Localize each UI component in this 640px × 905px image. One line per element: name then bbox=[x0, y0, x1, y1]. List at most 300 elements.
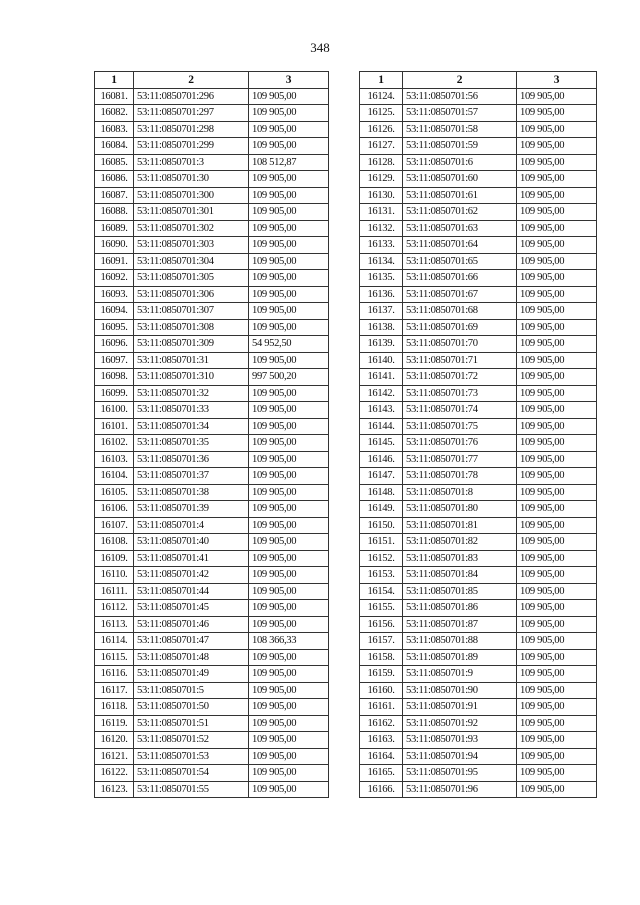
cadastral-number: 53:11:0850701:42 bbox=[134, 567, 249, 584]
table-row bbox=[95, 319, 329, 336]
cadastral-value: 109 905,00 bbox=[517, 732, 597, 749]
cadastral-value: 54 952,50 bbox=[249, 336, 329, 353]
cadastral-number: 53:11:0850701:52 bbox=[134, 732, 249, 749]
cadastral-value: 109 905,00 bbox=[249, 567, 329, 584]
cadastral-number: 53:11:0850701:56 bbox=[403, 88, 517, 105]
cadastral-number: 53:11:0850701:96 bbox=[403, 781, 517, 798]
cadastral-number: 53:11:0850701:36 bbox=[134, 451, 249, 468]
row-number: 16124. bbox=[360, 88, 403, 105]
cadastral-value: 109 905,00 bbox=[517, 666, 597, 683]
cadastral-value: 109 905,00 bbox=[517, 550, 597, 567]
row-number: 16151. bbox=[360, 534, 403, 551]
cadastral-value: 109 905,00 bbox=[249, 781, 329, 798]
row-number: 16165. bbox=[360, 765, 403, 782]
table-row bbox=[360, 253, 597, 270]
table-row bbox=[360, 666, 597, 683]
table-row bbox=[360, 765, 597, 782]
table-row bbox=[95, 220, 329, 237]
row-number: 16108. bbox=[95, 534, 134, 551]
cadastral-number: 53:11:0850701:297 bbox=[134, 105, 249, 122]
cadastral-number: 53:11:0850701:83 bbox=[403, 550, 517, 567]
row-number: 16103. bbox=[95, 451, 134, 468]
cadastral-number: 53:11:0850701:75 bbox=[403, 418, 517, 435]
cadastral-number: 53:11:0850701:89 bbox=[403, 649, 517, 666]
row-number: 16144. bbox=[360, 418, 403, 435]
table-row bbox=[95, 270, 329, 287]
cadastral-value: 109 905,00 bbox=[249, 385, 329, 402]
cadastral-value: 109 905,00 bbox=[517, 336, 597, 353]
cadastral-number: 53:11:0850701:309 bbox=[134, 336, 249, 353]
cadastral-number: 53:11:0850701:71 bbox=[403, 352, 517, 369]
row-number: 16114. bbox=[95, 633, 134, 650]
cadastral-value: 109 905,00 bbox=[249, 666, 329, 683]
cadastral-value: 109 905,00 bbox=[517, 253, 597, 270]
table-row bbox=[95, 600, 329, 617]
column-header-cadastral: 2 bbox=[403, 72, 517, 89]
row-number: 16090. bbox=[95, 237, 134, 254]
column-header-cadastral: 2 bbox=[134, 72, 249, 89]
table-row bbox=[95, 781, 329, 798]
table-row bbox=[95, 484, 329, 501]
row-number: 16100. bbox=[95, 402, 134, 419]
cadastral-value: 109 905,00 bbox=[517, 468, 597, 485]
cadastral-number: 53:11:0850701:302 bbox=[134, 220, 249, 237]
cadastral-value: 109 905,00 bbox=[249, 352, 329, 369]
cadastral-number: 53:11:0850701:78 bbox=[403, 468, 517, 485]
cadastral-number: 53:11:0850701:74 bbox=[403, 402, 517, 419]
table-row bbox=[95, 567, 329, 584]
cadastral-number: 53:11:0850701:64 bbox=[403, 237, 517, 254]
cadastral-value: 109 905,00 bbox=[249, 435, 329, 452]
row-number: 16125. bbox=[360, 105, 403, 122]
table-row bbox=[360, 286, 597, 303]
table-row bbox=[360, 781, 597, 798]
row-number: 16146. bbox=[360, 451, 403, 468]
table-row bbox=[95, 105, 329, 122]
table-row bbox=[95, 385, 329, 402]
cadastral-number: 53:11:0850701:95 bbox=[403, 765, 517, 782]
table-row bbox=[95, 237, 329, 254]
cadastral-value: 109 905,00 bbox=[249, 682, 329, 699]
cadastral-value: 109 905,00 bbox=[249, 517, 329, 534]
column-header-value: 3 bbox=[517, 72, 597, 89]
cadastral-value: 109 905,00 bbox=[249, 616, 329, 633]
cadastral-value: 109 905,00 bbox=[517, 501, 597, 518]
table-row bbox=[95, 666, 329, 683]
table-row bbox=[360, 583, 597, 600]
table-row bbox=[360, 550, 597, 567]
table-row bbox=[360, 154, 597, 171]
cadastral-value: 109 905,00 bbox=[249, 748, 329, 765]
left-register-table bbox=[94, 71, 329, 798]
cadastral-number: 53:11:0850701:305 bbox=[134, 270, 249, 287]
cadastral-value: 109 905,00 bbox=[517, 319, 597, 336]
row-number: 16153. bbox=[360, 567, 403, 584]
cadastral-value: 109 905,00 bbox=[517, 765, 597, 782]
row-number: 16122. bbox=[95, 765, 134, 782]
column-header-value: 3 bbox=[249, 72, 329, 89]
cadastral-number: 53:11:0850701:34 bbox=[134, 418, 249, 435]
table-row bbox=[360, 600, 597, 617]
cadastral-number: 53:11:0850701:94 bbox=[403, 748, 517, 765]
cadastral-number: 53:11:0850701:70 bbox=[403, 336, 517, 353]
table-row bbox=[360, 187, 597, 204]
cadastral-value: 109 905,00 bbox=[249, 286, 329, 303]
cadastral-value: 109 905,00 bbox=[517, 748, 597, 765]
cadastral-number: 53:11:0850701:308 bbox=[134, 319, 249, 336]
cadastral-number: 53:11:0850701:57 bbox=[403, 105, 517, 122]
right-table-body bbox=[360, 88, 597, 798]
row-number: 16136. bbox=[360, 286, 403, 303]
cadastral-value: 109 905,00 bbox=[249, 319, 329, 336]
table-row bbox=[95, 748, 329, 765]
cadastral-number: 53:11:0850701:8 bbox=[403, 484, 517, 501]
cadastral-number: 53:11:0850701:86 bbox=[403, 600, 517, 617]
cadastral-value: 109 905,00 bbox=[517, 369, 597, 386]
table-row bbox=[95, 550, 329, 567]
cadastral-value: 109 905,00 bbox=[517, 220, 597, 237]
cadastral-value: 109 905,00 bbox=[249, 765, 329, 782]
row-number: 16119. bbox=[95, 715, 134, 732]
cadastral-value: 109 905,00 bbox=[517, 484, 597, 501]
cadastral-value: 109 905,00 bbox=[249, 715, 329, 732]
table-row bbox=[95, 204, 329, 221]
cadastral-value: 109 905,00 bbox=[517, 435, 597, 452]
cadastral-number: 53:11:0850701:87 bbox=[403, 616, 517, 633]
cadastral-value: 109 905,00 bbox=[517, 451, 597, 468]
cadastral-value: 109 905,00 bbox=[249, 550, 329, 567]
cadastral-value: 109 905,00 bbox=[249, 402, 329, 419]
table-row bbox=[95, 369, 329, 386]
cadastral-value: 109 905,00 bbox=[517, 187, 597, 204]
cadastral-value: 109 905,00 bbox=[517, 534, 597, 551]
table-row bbox=[360, 237, 597, 254]
cadastral-value: 109 905,00 bbox=[517, 567, 597, 584]
table-row bbox=[360, 121, 597, 138]
cadastral-value: 109 905,00 bbox=[517, 583, 597, 600]
cadastral-number: 53:11:0850701:66 bbox=[403, 270, 517, 287]
row-number: 16133. bbox=[360, 237, 403, 254]
cadastral-value: 109 905,00 bbox=[517, 616, 597, 633]
table-row bbox=[360, 748, 597, 765]
column-header-number: 1 bbox=[95, 72, 134, 89]
cadastral-number: 53:11:0850701:58 bbox=[403, 121, 517, 138]
table-row bbox=[95, 715, 329, 732]
table-row bbox=[360, 88, 597, 105]
row-number: 16083. bbox=[95, 121, 134, 138]
row-number: 16095. bbox=[95, 319, 134, 336]
cadastral-value: 109 905,00 bbox=[517, 600, 597, 617]
cadastral-number: 53:11:0850701:93 bbox=[403, 732, 517, 749]
table-row bbox=[95, 88, 329, 105]
cadastral-value: 109 905,00 bbox=[517, 154, 597, 171]
table-row bbox=[95, 517, 329, 534]
cadastral-value: 109 905,00 bbox=[249, 418, 329, 435]
table-row bbox=[95, 451, 329, 468]
cadastral-number: 53:11:0850701:69 bbox=[403, 319, 517, 336]
row-number: 16158. bbox=[360, 649, 403, 666]
row-number: 16081. bbox=[95, 88, 134, 105]
table-row bbox=[360, 369, 597, 386]
cadastral-value: 109 905,00 bbox=[517, 633, 597, 650]
cadastral-number: 53:11:0850701:32 bbox=[134, 385, 249, 402]
cadastral-value: 109 905,00 bbox=[249, 501, 329, 518]
row-number: 16113. bbox=[95, 616, 134, 633]
row-number: 16141. bbox=[360, 369, 403, 386]
row-number: 16150. bbox=[360, 517, 403, 534]
table-row bbox=[360, 402, 597, 419]
cadastral-number: 53:11:0850701:62 bbox=[403, 204, 517, 221]
row-number: 16142. bbox=[360, 385, 403, 402]
cadastral-number: 53:11:0850701:296 bbox=[134, 88, 249, 105]
row-number: 16131. bbox=[360, 204, 403, 221]
table-row bbox=[360, 616, 597, 633]
cadastral-number: 53:11:0850701:300 bbox=[134, 187, 249, 204]
cadastral-value: 109 905,00 bbox=[249, 237, 329, 254]
cadastral-number: 53:11:0850701:88 bbox=[403, 633, 517, 650]
table-row bbox=[360, 468, 597, 485]
cadastral-value: 108 366,33 bbox=[249, 633, 329, 650]
cadastral-number: 53:11:0850701:31 bbox=[134, 352, 249, 369]
row-number: 16161. bbox=[360, 699, 403, 716]
table-row bbox=[95, 154, 329, 171]
cadastral-number: 53:11:0850701:63 bbox=[403, 220, 517, 237]
row-number: 16138. bbox=[360, 319, 403, 336]
cadastral-number: 53:11:0850701:50 bbox=[134, 699, 249, 716]
right-register-table bbox=[359, 71, 597, 798]
row-number: 16086. bbox=[95, 171, 134, 188]
row-number: 16137. bbox=[360, 303, 403, 320]
cadastral-number: 53:11:0850701:68 bbox=[403, 303, 517, 320]
cadastral-value: 109 905,00 bbox=[249, 204, 329, 221]
cadastral-value: 109 905,00 bbox=[249, 600, 329, 617]
row-number: 16154. bbox=[360, 583, 403, 600]
cadastral-number: 53:11:0850701:9 bbox=[403, 666, 517, 683]
row-number: 16149. bbox=[360, 501, 403, 518]
page-number: 348 bbox=[310, 40, 330, 55]
cadastral-number: 53:11:0850701:51 bbox=[134, 715, 249, 732]
cadastral-value: 109 905,00 bbox=[249, 220, 329, 237]
table-row bbox=[95, 352, 329, 369]
table-row bbox=[95, 534, 329, 551]
row-number: 16099. bbox=[95, 385, 134, 402]
cadastral-value: 109 905,00 bbox=[249, 121, 329, 138]
row-number: 16091. bbox=[95, 253, 134, 270]
cadastral-number: 53:11:0850701:49 bbox=[134, 666, 249, 683]
table-row bbox=[360, 204, 597, 221]
table-header-row bbox=[360, 72, 597, 89]
cadastral-value: 109 905,00 bbox=[517, 682, 597, 699]
row-number: 16129. bbox=[360, 171, 403, 188]
cadastral-number: 53:11:0850701:39 bbox=[134, 501, 249, 518]
row-number: 16107. bbox=[95, 517, 134, 534]
cadastral-number: 53:11:0850701:72 bbox=[403, 369, 517, 386]
cadastral-value: 109 905,00 bbox=[517, 517, 597, 534]
table-row bbox=[360, 633, 597, 650]
cadastral-value: 109 905,00 bbox=[517, 352, 597, 369]
cadastral-number: 53:11:0850701:6 bbox=[403, 154, 517, 171]
cadastral-number: 53:11:0850701:55 bbox=[134, 781, 249, 798]
cadastral-number: 53:11:0850701:77 bbox=[403, 451, 517, 468]
table-row bbox=[360, 534, 597, 551]
table-row bbox=[95, 765, 329, 782]
table-row bbox=[95, 501, 329, 518]
cadastral-value: 109 905,00 bbox=[249, 88, 329, 105]
cadastral-number: 53:11:0850701:306 bbox=[134, 286, 249, 303]
row-number: 16143. bbox=[360, 402, 403, 419]
cadastral-number: 53:11:0850701:92 bbox=[403, 715, 517, 732]
row-number: 16140. bbox=[360, 352, 403, 369]
cadastral-value: 109 905,00 bbox=[249, 270, 329, 287]
cadastral-value: 109 905,00 bbox=[517, 171, 597, 188]
table-row bbox=[360, 352, 597, 369]
cadastral-number: 53:11:0850701:81 bbox=[403, 517, 517, 534]
row-number: 16155. bbox=[360, 600, 403, 617]
cadastral-number: 53:11:0850701:48 bbox=[134, 649, 249, 666]
cadastral-value: 109 905,00 bbox=[517, 204, 597, 221]
cadastral-number: 53:11:0850701:41 bbox=[134, 550, 249, 567]
cadastral-number: 53:11:0850701:46 bbox=[134, 616, 249, 633]
cadastral-value: 109 905,00 bbox=[517, 303, 597, 320]
cadastral-number: 53:11:0850701:4 bbox=[134, 517, 249, 534]
row-number: 16105. bbox=[95, 484, 134, 501]
cadastral-value: 109 905,00 bbox=[249, 468, 329, 485]
row-number: 16097. bbox=[95, 352, 134, 369]
row-number: 16166. bbox=[360, 781, 403, 798]
row-number: 16089. bbox=[95, 220, 134, 237]
table-row bbox=[360, 303, 597, 320]
cadastral-value: 109 905,00 bbox=[517, 237, 597, 254]
cadastral-number: 53:11:0850701:84 bbox=[403, 567, 517, 584]
cadastral-number: 53:11:0850701:61 bbox=[403, 187, 517, 204]
cadastral-number: 53:11:0850701:304 bbox=[134, 253, 249, 270]
row-number: 16106. bbox=[95, 501, 134, 518]
table-row bbox=[360, 682, 597, 699]
cadastral-value: 109 905,00 bbox=[517, 88, 597, 105]
cadastral-value: 109 905,00 bbox=[517, 418, 597, 435]
cadastral-value: 109 905,00 bbox=[517, 402, 597, 419]
table-row bbox=[360, 451, 597, 468]
table-row bbox=[95, 732, 329, 749]
row-number: 16164. bbox=[360, 748, 403, 765]
table-row bbox=[95, 583, 329, 600]
cadastral-number: 53:11:0850701:35 bbox=[134, 435, 249, 452]
table-header-row bbox=[95, 72, 329, 89]
row-number: 16120. bbox=[95, 732, 134, 749]
table-row bbox=[95, 187, 329, 204]
row-number: 16094. bbox=[95, 303, 134, 320]
cadastral-number: 53:11:0850701:76 bbox=[403, 435, 517, 452]
row-number: 16159. bbox=[360, 666, 403, 683]
cadastral-number: 53:11:0850701:65 bbox=[403, 253, 517, 270]
cadastral-value: 109 905,00 bbox=[249, 649, 329, 666]
row-number: 16088. bbox=[95, 204, 134, 221]
cadastral-value: 109 905,00 bbox=[249, 732, 329, 749]
table-row bbox=[95, 336, 329, 353]
table-row bbox=[95, 682, 329, 699]
cadastral-value: 109 905,00 bbox=[249, 303, 329, 320]
cadastral-value: 109 905,00 bbox=[249, 253, 329, 270]
cadastral-value: 109 905,00 bbox=[517, 105, 597, 122]
row-number: 16148. bbox=[360, 484, 403, 501]
table-row bbox=[95, 649, 329, 666]
row-number: 16102. bbox=[95, 435, 134, 452]
table-row bbox=[360, 484, 597, 501]
table-row bbox=[360, 732, 597, 749]
table-row bbox=[95, 699, 329, 716]
row-number: 16117. bbox=[95, 682, 134, 699]
table-row bbox=[360, 319, 597, 336]
row-number: 16126. bbox=[360, 121, 403, 138]
cadastral-number: 53:11:0850701:80 bbox=[403, 501, 517, 518]
cadastral-value: 109 905,00 bbox=[517, 286, 597, 303]
table-row bbox=[95, 418, 329, 435]
table-row bbox=[360, 699, 597, 716]
table-row bbox=[95, 138, 329, 155]
cadastral-number: 53:11:0850701:298 bbox=[134, 121, 249, 138]
row-number: 16157. bbox=[360, 633, 403, 650]
row-number: 16145. bbox=[360, 435, 403, 452]
cadastral-value: 109 905,00 bbox=[249, 699, 329, 716]
table-row bbox=[360, 649, 597, 666]
table-row bbox=[360, 270, 597, 287]
table-row bbox=[95, 286, 329, 303]
cadastral-value: 109 905,00 bbox=[517, 270, 597, 287]
cadastral-number: 53:11:0850701:85 bbox=[403, 583, 517, 600]
cadastral-number: 53:11:0850701:60 bbox=[403, 171, 517, 188]
cadastral-number: 53:11:0850701:40 bbox=[134, 534, 249, 551]
row-number: 16132. bbox=[360, 220, 403, 237]
cadastral-value: 109 905,00 bbox=[517, 649, 597, 666]
cadastral-value: 109 905,00 bbox=[517, 121, 597, 138]
cadastral-number: 53:11:0850701:38 bbox=[134, 484, 249, 501]
cadastral-value: 109 905,00 bbox=[249, 105, 329, 122]
table-row bbox=[95, 121, 329, 138]
row-number: 16162. bbox=[360, 715, 403, 732]
row-number: 16160. bbox=[360, 682, 403, 699]
row-number: 16087. bbox=[95, 187, 134, 204]
cadastral-number: 53:11:0850701:90 bbox=[403, 682, 517, 699]
cadastral-value: 109 905,00 bbox=[517, 781, 597, 798]
cadastral-value: 109 905,00 bbox=[249, 138, 329, 155]
row-number: 16139. bbox=[360, 336, 403, 353]
row-number: 16156. bbox=[360, 616, 403, 633]
row-number: 16085. bbox=[95, 154, 134, 171]
table-row bbox=[360, 418, 597, 435]
cadastral-number: 53:11:0850701:301 bbox=[134, 204, 249, 221]
table-row bbox=[95, 402, 329, 419]
table-row bbox=[95, 633, 329, 650]
row-number: 16115. bbox=[95, 649, 134, 666]
cadastral-value: 109 905,00 bbox=[249, 187, 329, 204]
row-number: 16093. bbox=[95, 286, 134, 303]
cadastral-value: 109 905,00 bbox=[249, 583, 329, 600]
row-number: 16118. bbox=[95, 699, 134, 716]
table-row bbox=[360, 501, 597, 518]
cadastral-number: 53:11:0850701:54 bbox=[134, 765, 249, 782]
cadastral-number: 53:11:0850701:53 bbox=[134, 748, 249, 765]
table-row bbox=[95, 253, 329, 270]
table-row bbox=[360, 138, 597, 155]
table-row bbox=[95, 468, 329, 485]
cadastral-value: 109 905,00 bbox=[517, 699, 597, 716]
cadastral-number: 53:11:0850701:3 bbox=[134, 154, 249, 171]
table-row bbox=[360, 220, 597, 237]
row-number: 16128. bbox=[360, 154, 403, 171]
table-row bbox=[360, 715, 597, 732]
cadastral-number: 53:11:0850701:33 bbox=[134, 402, 249, 419]
table-row bbox=[95, 171, 329, 188]
